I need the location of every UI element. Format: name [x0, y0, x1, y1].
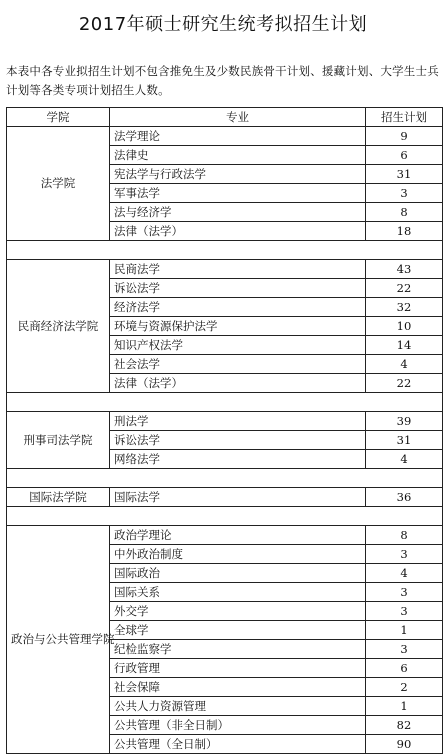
table-body	[7, 127, 443, 754]
count-cell: 22	[366, 374, 443, 393]
count-cell: 43	[366, 260, 443, 279]
count-cell: 9	[366, 127, 443, 146]
college-cell: 国际法学院	[7, 488, 110, 507]
table-row	[7, 526, 443, 545]
major-cell: 公共管理（非全日制）	[110, 716, 366, 735]
major-cell: 宪法学与行政法学	[110, 165, 366, 184]
major-cell: 网络法学	[110, 450, 366, 469]
group-separator-cell	[7, 393, 443, 412]
major-cell: 国际关系	[110, 583, 366, 602]
major-cell: 社会法学	[110, 355, 366, 374]
count-cell: 6	[366, 146, 443, 165]
major-cell: 法学理论	[110, 127, 366, 146]
count-cell: 3	[366, 583, 443, 602]
college-cell: 法学院	[7, 127, 110, 241]
major-cell: 社会保障	[110, 678, 366, 697]
major-cell: 法律史	[110, 146, 366, 165]
table-row	[7, 127, 443, 146]
count-cell: 3	[366, 545, 443, 564]
count-cell: 36	[366, 488, 443, 507]
major-cell: 诉讼法学	[110, 279, 366, 298]
major-cell: 法与经济学	[110, 203, 366, 222]
group-separator	[7, 393, 443, 412]
major-cell: 全球学	[110, 621, 366, 640]
major-cell: 国际政治	[110, 564, 366, 583]
major-cell: 国际法学	[110, 488, 366, 507]
count-cell: 3	[366, 602, 443, 621]
major-cell: 知识产权法学	[110, 336, 366, 355]
count-cell: 31	[366, 431, 443, 450]
college-cell: 民商经济法学院	[7, 260, 110, 393]
count-cell: 39	[366, 412, 443, 431]
major-cell: 政治学理论	[110, 526, 366, 545]
major-cell: 中外政治制度	[110, 545, 366, 564]
enrollment-plan-table	[6, 107, 443, 754]
table-header-row	[7, 108, 443, 127]
table-note: 本表中各专业拟招生计划不包含推免生及少数民族骨干计划、援藏计划、大学生士兵计划等各类专项计划招生人数。	[6, 64, 439, 97]
group-separator-cell	[7, 241, 443, 260]
count-cell: 8	[366, 526, 443, 545]
major-cell: 刑法学	[110, 412, 366, 431]
count-cell: 1	[366, 697, 443, 716]
count-cell: 18	[366, 222, 443, 241]
count-cell: 4	[366, 355, 443, 374]
count-cell: 4	[366, 564, 443, 583]
group-separator-cell	[7, 507, 443, 526]
major-cell: 公共人力资源管理	[110, 697, 366, 716]
group-separator-cell	[7, 469, 443, 488]
table-row	[7, 488, 443, 507]
group-separator	[7, 241, 443, 260]
count-cell: 1	[366, 621, 443, 640]
major-cell: 外交学	[110, 602, 366, 621]
count-cell: 2	[366, 678, 443, 697]
major-cell: 行政管理	[110, 659, 366, 678]
count-cell: 90	[366, 735, 443, 754]
major-cell: 公共管理（全日制）	[110, 735, 366, 754]
group-separator	[7, 469, 443, 488]
count-cell: 4	[366, 450, 443, 469]
header-college: 学院	[7, 108, 110, 127]
major-cell: 军事法学	[110, 184, 366, 203]
major-cell: 环境与资源保护法学	[110, 317, 366, 336]
page-title: 2017年硕士研究生统考拟招生计划	[78, 14, 368, 35]
count-cell: 10	[366, 317, 443, 336]
header-major: 专业	[110, 108, 366, 127]
major-cell: 经济法学	[110, 298, 366, 317]
count-cell: 6	[366, 659, 443, 678]
major-cell: 法律（法学）	[110, 222, 366, 241]
major-cell: 诉讼法学	[110, 431, 366, 450]
major-cell: 法律（法学）	[110, 374, 366, 393]
count-cell: 22	[366, 279, 443, 298]
group-separator	[7, 507, 443, 526]
count-cell: 14	[366, 336, 443, 355]
table-row	[7, 412, 443, 431]
count-cell: 32	[366, 298, 443, 317]
major-cell: 民商法学	[110, 260, 366, 279]
college-cell: 政治与公共管理学院	[7, 526, 110, 754]
count-cell: 82	[366, 716, 443, 735]
count-cell: 8	[366, 203, 443, 222]
count-cell: 31	[366, 165, 443, 184]
major-cell: 纪检监察学	[110, 640, 366, 659]
count-cell: 3	[366, 640, 443, 659]
table-row	[7, 260, 443, 279]
header-count: 招生计划	[366, 108, 443, 127]
count-cell: 3	[366, 184, 443, 203]
college-cell: 刑事司法学院	[7, 412, 110, 469]
